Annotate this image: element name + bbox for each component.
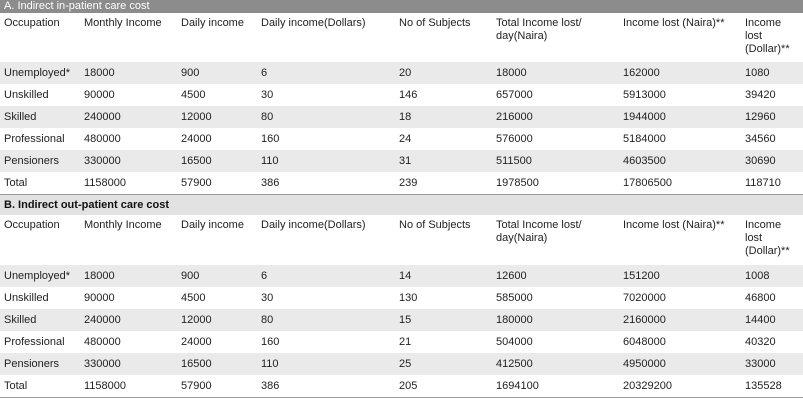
table-cell: 40320: [745, 336, 776, 348]
table-cell: 30: [261, 292, 274, 304]
table-cell: 20: [395, 62, 492, 84]
table-row: [0, 150, 803, 172]
table-cell: 135528: [741, 375, 803, 398]
table-cell: Pensioners: [0, 150, 80, 172]
table-row: [0, 128, 803, 150]
column-header: Occupation: [4, 219, 60, 231]
table-cell: 24000: [181, 336, 212, 348]
table-row: [0, 309, 803, 331]
table-cell: 18000: [80, 62, 177, 84]
table-cell: 17806500: [619, 172, 741, 195]
column-header: Total Income lost/ day(Naira): [496, 17, 582, 42]
column-header: Occupation: [4, 17, 60, 29]
table-cell: 39420: [745, 89, 776, 101]
table-row: [0, 172, 803, 195]
table-cell: 21: [399, 336, 412, 348]
column-header: Income lost (Naira)**: [623, 219, 725, 231]
table-cell: 900: [177, 265, 257, 287]
table-cell: 160: [261, 133, 280, 145]
column-header: Income lost (Naira)**: [623, 17, 725, 29]
table-cell: 16500: [177, 150, 257, 172]
out-patient-table: [0, 215, 803, 398]
column-header: Monthly Income: [84, 17, 162, 29]
column-header: Daily income: [181, 219, 244, 231]
table-cell: 2160000: [619, 309, 741, 331]
table-cell: 162000: [619, 62, 741, 84]
section-a-title: A. Indirect in-patient care cost: [0, 0, 803, 13]
column-header: Income lost (Dollar)**: [745, 17, 790, 55]
column-header: No of Subjects: [399, 17, 471, 29]
table-cell: 118710: [741, 172, 803, 195]
table-cell: 80: [257, 106, 395, 128]
table-cell: 14: [395, 265, 492, 287]
in-patient-table: [0, 13, 803, 195]
table-cell: 5184000: [623, 133, 666, 145]
table-cell: 57900: [177, 375, 257, 398]
table-cell: 576000: [496, 133, 533, 145]
table-cell: 240000: [80, 309, 177, 331]
section-b-title: B. Indirect out-patient care cost: [0, 195, 803, 215]
table-cell: 4603500: [619, 150, 741, 172]
table-cell: 240000: [80, 106, 177, 128]
table-cell: Unskilled: [4, 292, 49, 304]
table-cell: 900: [177, 62, 257, 84]
table-cell: 90000: [84, 89, 115, 101]
table-cell: 14400: [741, 309, 803, 331]
column-header: Daily income: [181, 17, 244, 29]
table-cell: 4500: [181, 292, 206, 304]
table-cell: 151200: [619, 265, 741, 287]
table-cell: 110: [257, 353, 395, 375]
table-cell: 4950000: [619, 353, 741, 375]
table-cell: 412500: [492, 353, 619, 375]
table-cell: Total: [0, 375, 80, 398]
table-cell: 12960: [741, 106, 803, 128]
table-row: [0, 287, 803, 309]
table-cell: 205: [395, 375, 492, 398]
table-cell: 30690: [741, 150, 803, 172]
table-cell: 25: [395, 353, 492, 375]
table-cell: Unemployed*: [0, 265, 80, 287]
table-row: [0, 331, 803, 353]
table-cell: 239: [395, 172, 492, 195]
table-cell: 180000: [492, 309, 619, 331]
table-cell: 30: [261, 89, 274, 101]
table-cell: 18000: [80, 265, 177, 287]
table-cell: 15: [395, 309, 492, 331]
column-header: Monthly Income: [84, 219, 162, 231]
table-row: [0, 62, 803, 84]
table-cell: 1944000: [619, 106, 741, 128]
table-row: [0, 106, 803, 128]
table-cell: 386: [257, 375, 395, 398]
table-cell: 146: [399, 89, 418, 101]
table-cell: Skilled: [0, 309, 80, 331]
table-cell: 12000: [177, 309, 257, 331]
table-cell: 330000: [80, 150, 177, 172]
table-row: [0, 84, 803, 106]
table-cell: Total: [0, 172, 80, 195]
table-cell: 12000: [177, 106, 257, 128]
table-cell: 5913000: [623, 89, 666, 101]
table-cell: 24000: [181, 133, 212, 145]
table-cell: 1978500: [492, 172, 619, 195]
table-cell: 504000: [496, 336, 533, 348]
table-cell: 46800: [745, 292, 776, 304]
table-cell: 585000: [496, 292, 533, 304]
table-cell: Unskilled: [4, 89, 49, 101]
table-cell: 6048000: [623, 336, 666, 348]
header-row: [0, 13, 803, 62]
table-cell: 386: [257, 172, 395, 195]
table-cell: Professional: [4, 133, 65, 145]
table-cell: Professional: [4, 336, 65, 348]
table-cell: 24: [399, 133, 412, 145]
table-cell: 90000: [84, 292, 115, 304]
header-row: [0, 215, 803, 265]
column-header: Income lost (Dollar)**: [745, 219, 790, 257]
table-cell: 160: [261, 336, 280, 348]
table-cell: 7020000: [623, 292, 666, 304]
table-cell: 18000: [492, 62, 619, 84]
table-cell: 16500: [177, 353, 257, 375]
table-cell: 216000: [492, 106, 619, 128]
table-row: [0, 353, 803, 375]
table-cell: 1080: [741, 62, 803, 84]
table-cell: 1158000: [80, 172, 177, 195]
table-cell: 1158000: [80, 375, 177, 398]
table-cell: 6: [257, 62, 395, 84]
table-cell: 31: [395, 150, 492, 172]
table-cell: Unemployed*: [0, 62, 80, 84]
table-cell: 12600: [492, 265, 619, 287]
column-header: No of Subjects: [399, 219, 471, 231]
column-header: Daily income(Dollars): [261, 17, 366, 29]
table-cell: 4500: [181, 89, 206, 101]
table-cell: 1008: [741, 265, 803, 287]
table-row: [0, 265, 803, 287]
table-cell: 657000: [496, 89, 533, 101]
table-cell: Skilled: [0, 106, 80, 128]
column-header: Total Income lost/ day(Naira): [496, 219, 582, 244]
table-cell: 130: [399, 292, 418, 304]
table-row: [0, 375, 803, 398]
table-cell: 110: [257, 150, 395, 172]
table-cell: Pensioners: [0, 353, 80, 375]
column-header: Daily income(Dollars): [261, 219, 366, 231]
table-cell: 1694100: [492, 375, 619, 398]
table-cell: 480000: [84, 336, 121, 348]
table-cell: 34560: [745, 133, 776, 145]
table-cell: 18: [395, 106, 492, 128]
table-cell: 20329200: [619, 375, 741, 398]
table-cell: 330000: [80, 353, 177, 375]
table-cell: 480000: [84, 133, 121, 145]
table-cell: 6: [257, 265, 395, 287]
table-cell: 511500: [492, 150, 619, 172]
table-cell: 33000: [741, 353, 803, 375]
table-cell: 57900: [177, 172, 257, 195]
table-cell: 80: [257, 309, 395, 331]
